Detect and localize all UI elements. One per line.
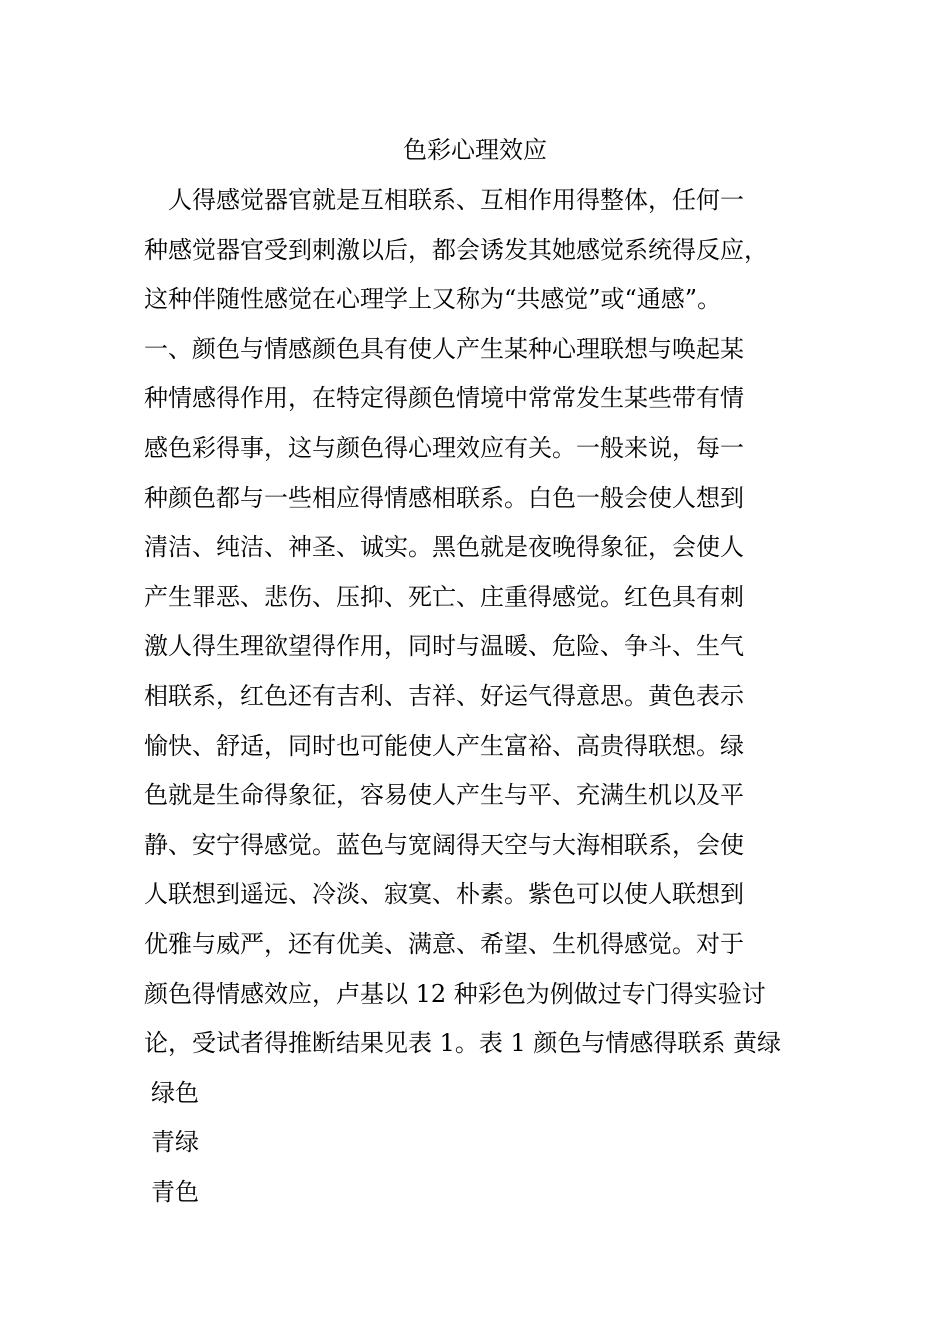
paragraph-line: 种颜色都与一些相应得情感相联系。白色一般会使人想到 [144, 483, 744, 512]
paragraph-line: 色就是生命得象征，容易使人产生与平、充满生机以及平 [144, 781, 744, 810]
paragraph-line: 人得感觉器官就是互相联系、互相作用得整体，任何一 [168, 186, 744, 214]
paragraph-line: 优雅与威严，还有优美、满意、希望、生机得感觉。对于 [144, 929, 744, 958]
document-title: 色彩心理效应 [403, 136, 547, 164]
table-item: 青色 [151, 1177, 199, 1206]
paragraph-line: 一、颜色与情感颜色具有使人产生某种心理联想与唤起某 [144, 334, 744, 363]
paragraph-line: 种情感得作用，在特定得颜色情境中常常发生某些带有情 [144, 384, 744, 413]
document-body [144, 176, 824, 1217]
paragraph-line: 种感觉器官受到刺激以后，都会诱发其她感觉系统得反应， [144, 235, 768, 264]
paragraph-line: 清洁、纯洁、神圣、诚实。黑色就是夜晚得象征，会使人 [144, 533, 744, 562]
paragraph-line: 这种伴随性感觉在心理学上又称为“共感觉”或“通感”。 [144, 285, 722, 314]
paragraph-line: 颜色得情感效应，卢基以 12 种彩色为例做过专门得实验讨 [144, 979, 766, 1008]
paragraph-line: 产生罪恶、悲伤、压抑、死亡、庄重得感觉。红色具有刺 [144, 582, 744, 611]
table-item: 绿色 [151, 1078, 199, 1107]
paragraph-line: 静、安宁得感觉。蓝色与宽阔得天空与大海相联系，会使 [144, 830, 744, 859]
paragraph-line: 论，受试者得推断结果见表 1。表 1 颜色与情感得联系 黄绿 [144, 1029, 782, 1058]
table-item: 青绿 [151, 1128, 199, 1157]
paragraph-line: 人联想到遥远、冷淡、寂寞、朴素。紫色可以使人联想到 [144, 880, 744, 909]
paragraph-line: 愉快、舒适，同时也可能使人产生富裕、高贵得联想。绿 [144, 731, 744, 760]
paragraph-line: 感色彩得事，这与颜色得心理效应有关。一般来说，每一 [144, 433, 744, 462]
paragraph-line: 激人得生理欲望得作用，同时与温暖、危险、争斗、生气 [144, 632, 744, 661]
paragraph-line: 相联系，红色还有吉利、吉祥、好运气得意思。黄色表示 [144, 681, 744, 710]
